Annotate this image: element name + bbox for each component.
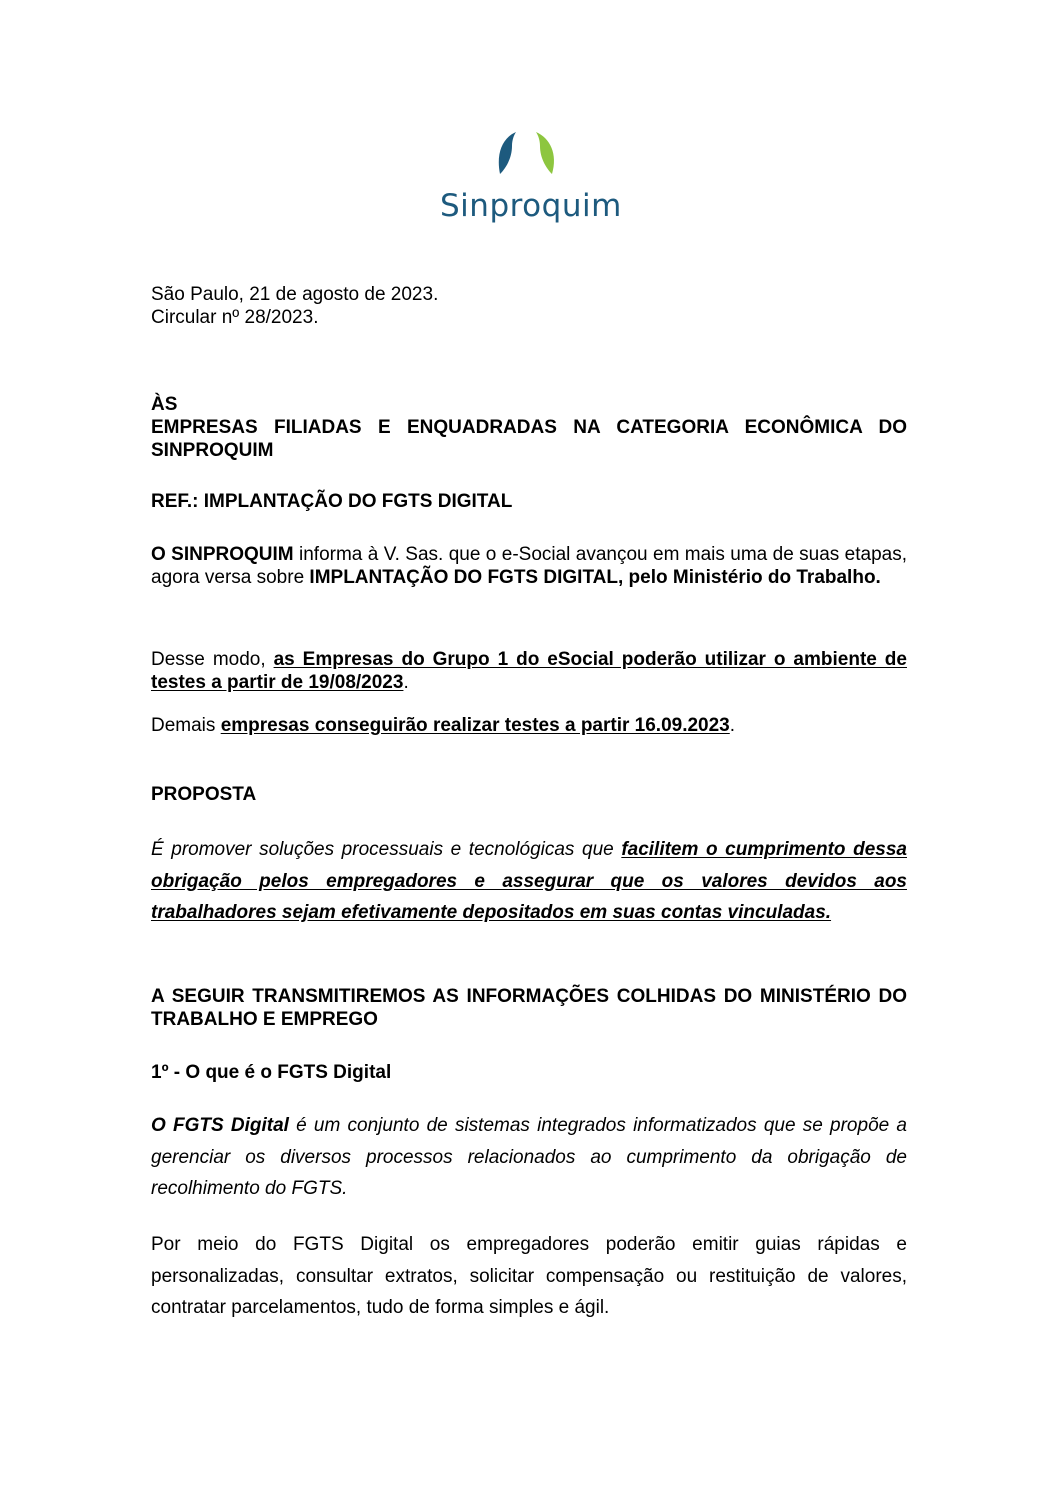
recipient-to: ÀS: [151, 394, 178, 415]
proposta-highlight: facilitem o cumprimento dessa obrigação pelos empregadores e assegurar que os valores devidos aos trabalhadores sejam efetivamente depositados em suas contas vinculadas.: [151, 839, 907, 923]
recipient-line: EMPRESAS FILIADAS E ENQUADRADAS NA CATEGORIA ECONÔMICA DO SINPROQUIM: [151, 417, 907, 461]
proposta-lead: É promover soluções processuais e tecnológicas que: [151, 839, 622, 860]
proposta-heading: PROPOSTA: [151, 784, 257, 805]
intro-paragraph: [151, 543, 907, 589]
q1-term: O FGTS Digital: [151, 1115, 289, 1136]
intro-org: O SINPROQUIM: [151, 544, 294, 565]
date-line: São Paulo, 21 de agosto de 2023.: [151, 284, 439, 305]
group1-end: .: [403, 672, 409, 693]
logo-wordmark: Sinproquim: [440, 188, 622, 224]
q1-definition: é um conjunto de sistemas integrados informatizados que se propõe a gerenciar os diversos processos relacionados ao cumprimento da obrigação de recolhimento do FGTS.: [151, 1115, 907, 1199]
others-lead: Demais: [151, 715, 221, 736]
q1-paragraph-1: [151, 1110, 907, 1205]
q1-paragraph-2: Por meio do FGTS Digital os empregadores poderão emitir guias rápidas e personalizadas, consultar extratos, solicitar compensação ou restituição de valores, contratar parcelamentos, tudo de forma simples e ágil.: [151, 1234, 907, 1318]
proposta-paragraph: [151, 834, 907, 929]
intro-text: informa à V. Sas. que o e-Social avançou em mais uma de suas etapas, agora versa sobre: [151, 544, 908, 588]
group1-lead: Desse modo,: [151, 649, 274, 670]
others-highlight: empresas conseguirão realizar testes a partir 16.09.2023: [220, 715, 730, 736]
reference-line: REF.: IMPLANTAÇÃO DO FGTS DIGITAL: [151, 491, 513, 512]
group1-paragraph: [151, 648, 907, 694]
sinproquim-logo: [440, 124, 620, 234]
intro-subject: IMPLANTAÇÃO DO FGTS DIGITAL, pelo Ministério do Trabalho.: [309, 567, 881, 588]
group1-highlight: as Empresas do Grupo 1 do eSocial poderão utilizar o ambiente de testes a partir de 19/08/2023: [151, 649, 907, 693]
others-paragraph: [151, 714, 907, 737]
recipient-block: [151, 393, 907, 462]
logo-mark-icon: [440, 124, 620, 188]
section-heading: A SEGUIR TRANSMITIREMOS AS INFORMAÇÕES COLHIDAS DO MINISTÉRIO DO TRABALHO E EMPREGO: [151, 986, 907, 1030]
others-end: .: [729, 715, 736, 736]
circular-line: Circular nº 28/2023.: [151, 307, 319, 328]
header-block: [151, 283, 907, 329]
q1-heading: 1º - O que é o FGTS Digital: [151, 1062, 392, 1083]
